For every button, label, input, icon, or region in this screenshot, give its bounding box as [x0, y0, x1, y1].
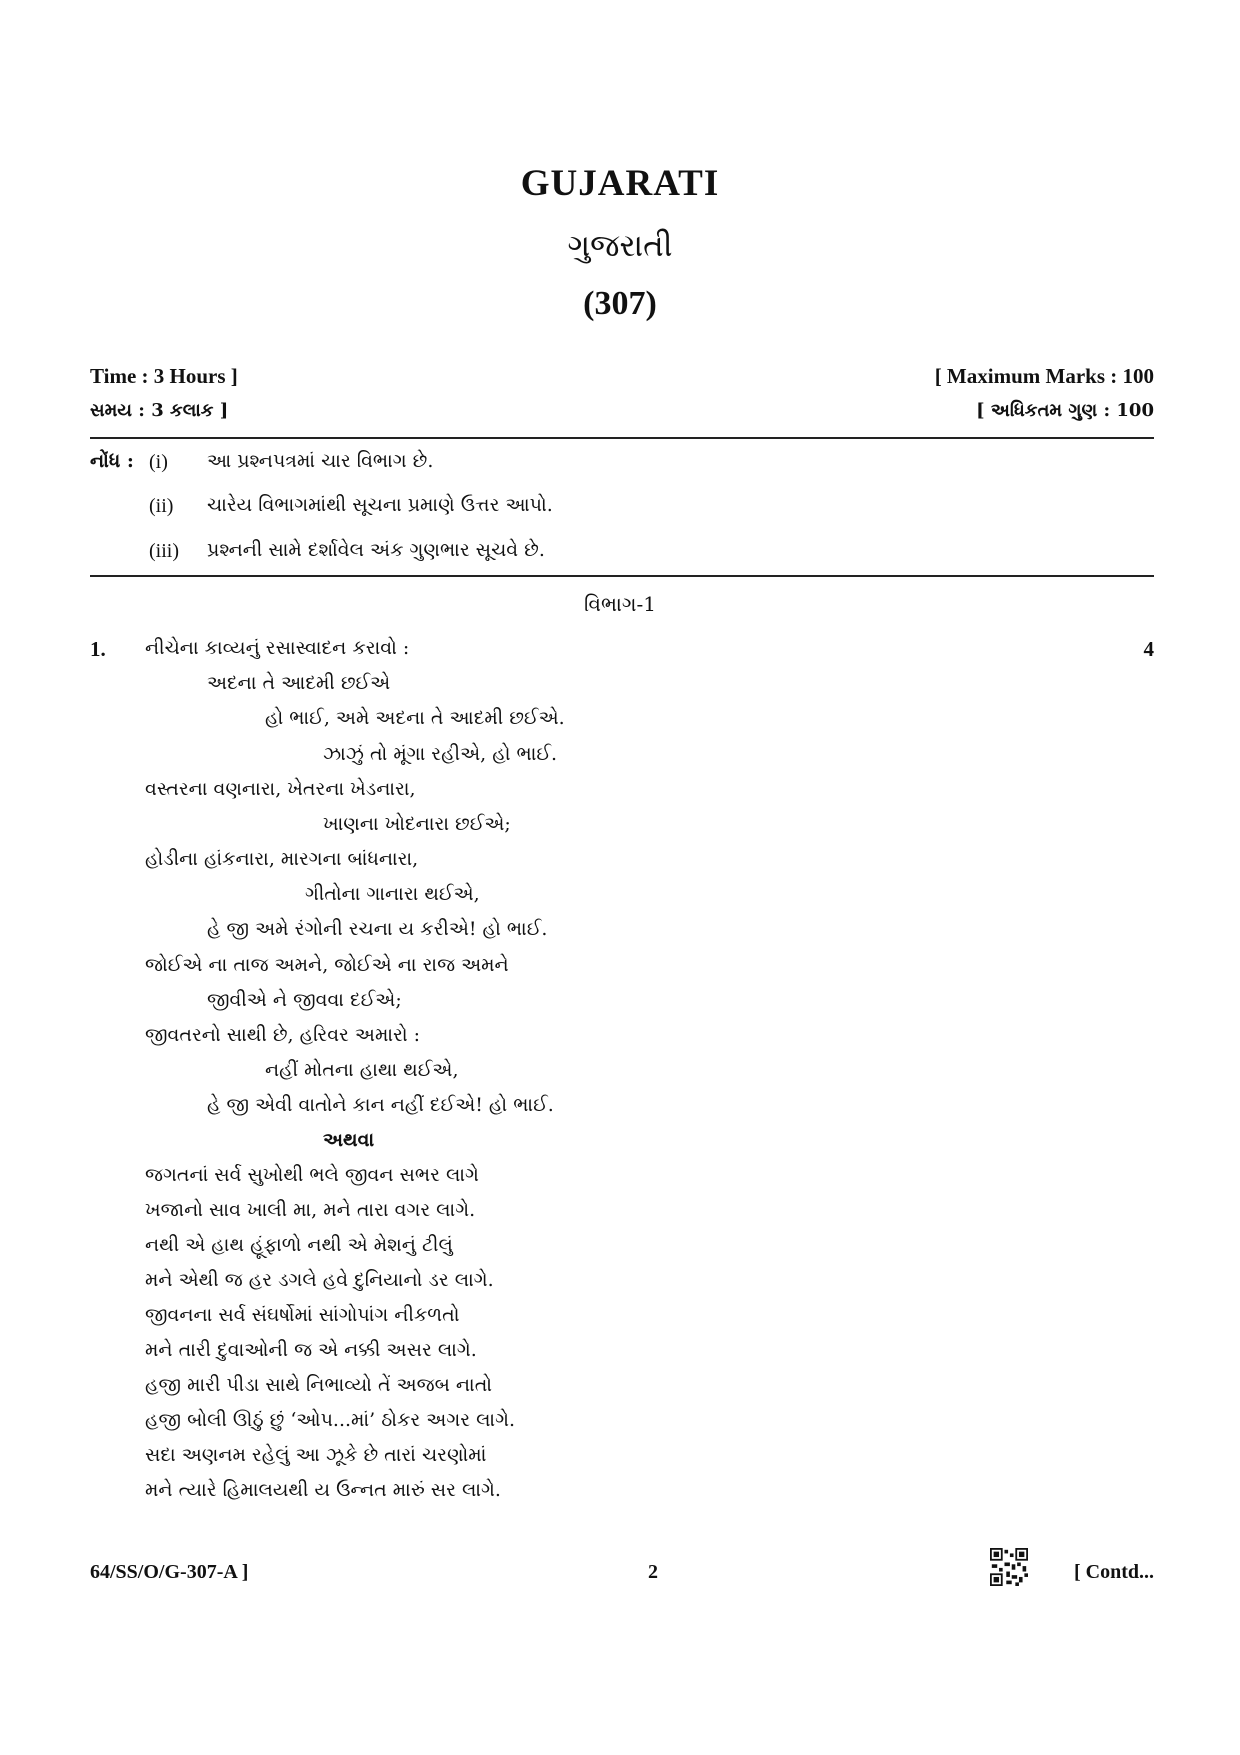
poem-line: જીવતરનો સાથી છે, હરિવર અમારો : [145, 1024, 421, 1046]
poem-line: હજી મારી પીડા સાથે નિભાવ્યો તેં અજબ નાતો [145, 1374, 493, 1396]
poem-line: મને ત્યારે હિમાલયથી ય ઉન્નત મારું સર લાગે. [145, 1479, 501, 1501]
subject-title-gujarati: ગુજરાતી [567, 228, 673, 264]
note-text: ચારેય વિભાગમાંથી સૂચના પ્રમાણે ઉત્તર આપો. [207, 494, 553, 516]
poem-line: ખાણના ખોદનારા છઈએ; [323, 813, 511, 835]
poem-line: જોઈએ ના તાજ અમને, જોઈએ ના રાજ અમને [145, 954, 509, 976]
question-number: 1. [90, 637, 106, 661]
max-marks-gujarati: [ અધિકતમ ગુણ : 100 [976, 400, 1154, 421]
or-label: અથવા [323, 1129, 375, 1151]
poem-line: મને એથી જ હર ડગલે હવે દુનિયાનો ડર લાગે. [145, 1269, 494, 1291]
note-text: પ્રશ્નની સામે દર્શાવેલ અંક ગુણભાર સૂચવે છે. [207, 539, 545, 561]
poem-line: ઝાઝું તો મૂંગા રહીએ, હો ભાઈ. [323, 743, 558, 765]
poem-line: હે જી એવી વાતોને કાન નહીં દઈએ! હો ભાઈ. [207, 1094, 554, 1116]
poem-line: હે જી અમે રંગોની રચના ય કરીએ! હો ભાઈ. [207, 918, 548, 940]
header-divider [90, 437, 1154, 439]
poem-line: નથી એ હાથ હૂંફાળો નથી એ મેશનું ટીલું [145, 1234, 453, 1256]
poem-line: મને તારી દુવાઓની જ એ નક્કી અસર લાગે. [145, 1339, 477, 1361]
section-title: વિભાગ-1 [584, 592, 656, 616]
poem-line: જીવીએ ને જીવવા દઈએ; [207, 989, 402, 1011]
note-number: (i) [149, 451, 168, 473]
notes-divider [90, 575, 1154, 577]
poem-line: ખજાનો સાવ ખાલી મા, મને તારા વગર લાગે. [145, 1199, 476, 1221]
time-english: Time : 3 Hours ] [90, 364, 238, 388]
page-number: 2 [648, 1561, 658, 1583]
poem-line: હો ભાઈ, અમે અદના તે આદમી છઈએ. [265, 707, 565, 729]
subject-title-english: GUJARATI [520, 163, 720, 204]
poem-line: જીવનના સર્વ સંઘર્ષોમાં સાંગોપાંગ નીકળતો [145, 1304, 460, 1326]
paper-code: 64/SS/O/G-307-A ] [90, 1561, 249, 1583]
poem-line: અદના તે આદમી છઈએ [207, 672, 391, 694]
poem-line: નહીં મોતના હાથા થઈએ, [265, 1059, 459, 1081]
note-number: (ii) [149, 495, 174, 517]
notes-label: નોંધ : [90, 450, 134, 472]
poem-line: હજી બોલી ઊઠું છું ‘ઓપ...માં’ ઠોકર અગર લાગે. [145, 1409, 515, 1431]
poem-line: ગીતોના ગાનારા થઈએ, [305, 883, 480, 905]
poem-line: જગતનાં સર્વ સુખોથી ભલે જીવન સભર લાગે [145, 1164, 479, 1186]
poem-line: સદા અણનમ રહેલું આ ઝૂકે છે તારાં ચરણોમાં [145, 1444, 487, 1466]
qr-code-icon [990, 1548, 1028, 1586]
subject-code: (307) [583, 285, 657, 322]
continued-label: [ Contd... [1073, 1561, 1154, 1583]
poem-line: વસ્તરના વણનારા, ખેતરના ખેડનારા, [145, 778, 416, 800]
question-marks: 4 [1143, 637, 1154, 661]
poem-line: હોડીના હાંકનારા, મારગના બાંધનારા, [145, 848, 419, 870]
time-gujarati: સમય : 3 કલાક ] [90, 400, 229, 421]
note-text: આ પ્રશ્નપત્રમાં ચાર વિભાગ છે. [207, 450, 434, 472]
max-marks-english: [ Maximum Marks : 100 [934, 364, 1154, 388]
note-number: (iii) [149, 540, 179, 562]
question-prompt: નીચેના કાવ્યનું રસાસ્વાદન કરાવો : [145, 637, 410, 659]
